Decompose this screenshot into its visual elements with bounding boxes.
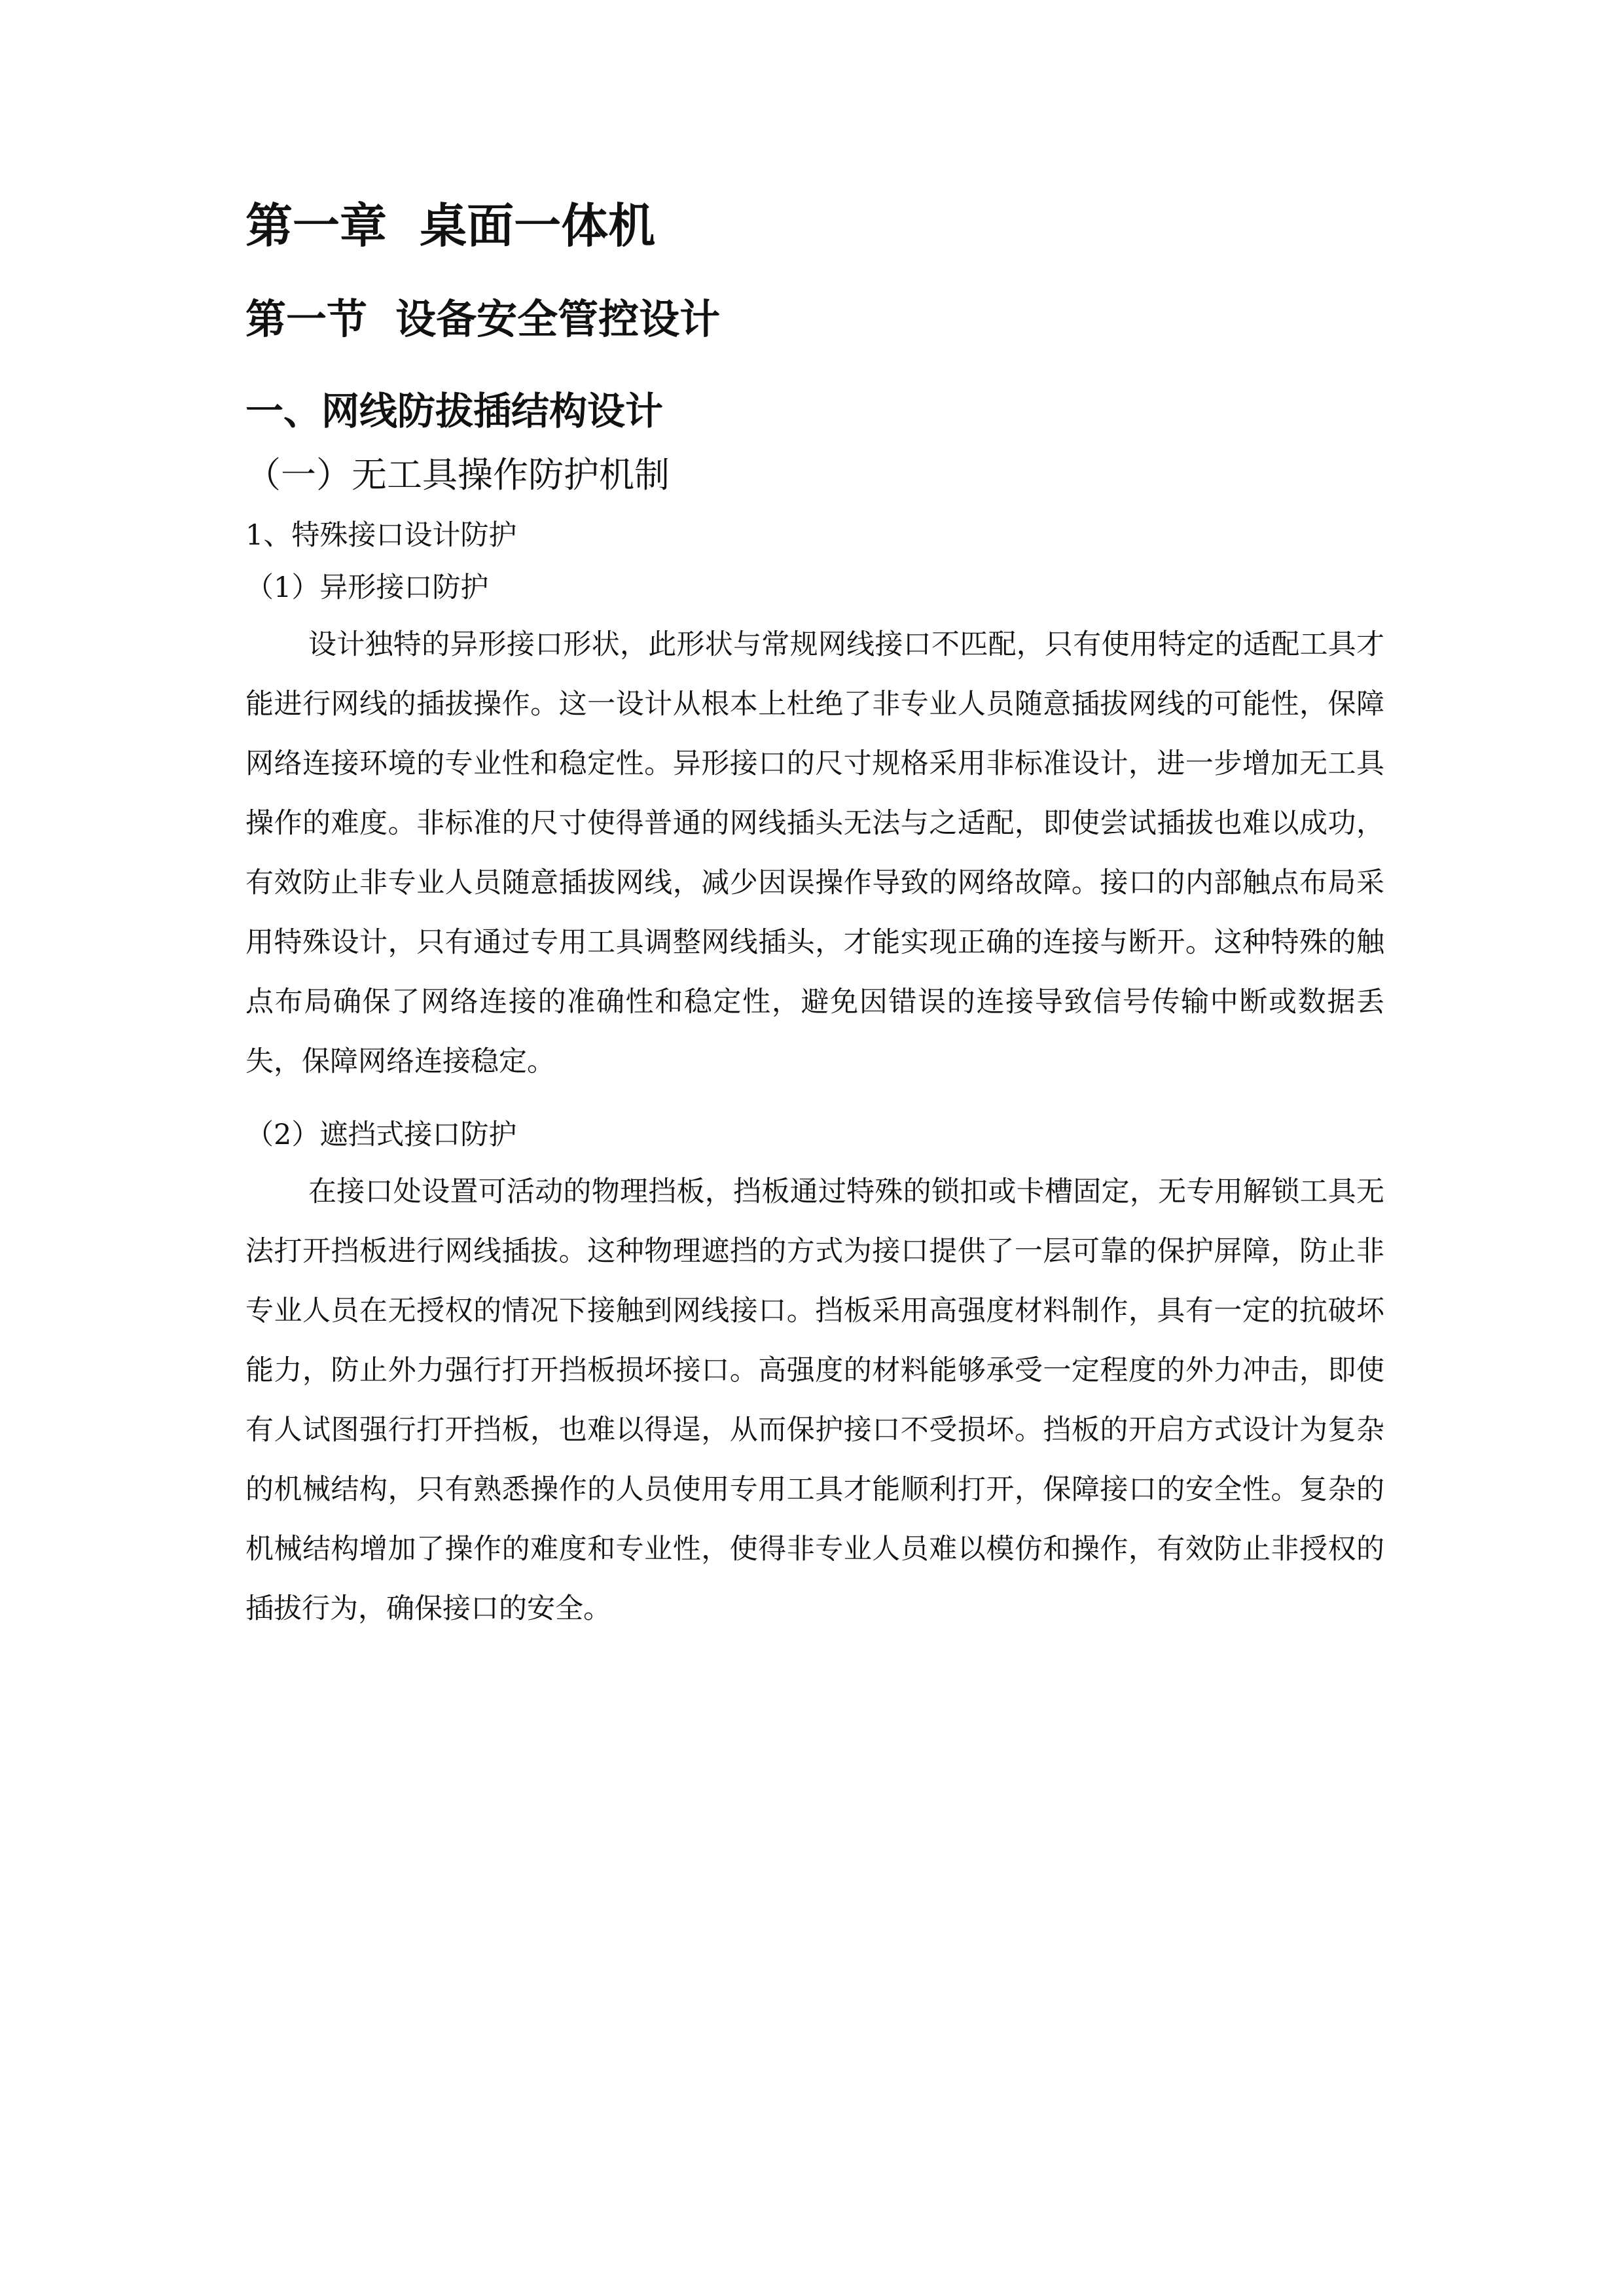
document-content — [245, 196, 1384, 1639]
heading-level2: （一）无工具操作防护机制 — [245, 454, 670, 495]
heading-level3: 1、特殊接口设计防护 — [245, 519, 517, 552]
subsection-title: （2）遮挡式接口防护 — [245, 1119, 517, 1151]
body-paragraph: 在接口处设置可活动的物理挡板，挡板通过特殊的锁扣或卡槽固定，无专用解锁工具无法打开挡板进行网线插拔。这种物理遮挡的方式为接口提供了一层可靠的保护屏障，防止非专业人员在无授权的情况下接触到网线接口。挡板采用高强度材料制作，具有一定的抗破坏能力，防止外力强行打开挡板损坏接口。高强度的材料能够承受一定程度的外力冲击，即使有人试图强行打开挡板，也难以得逞，从而保护接口不受损坏。挡板的开启方式设计为复杂的机械结构，只有熟悉操作的人员使用专用工具才能顺利打开，保障接口的安全性。复杂的机械结构增加了操作的难度和专业性，使得非专业人员难以模仿和操作，有效防止非授权的插拔行为，确保接口的安全。 — [245, 1175, 1384, 1625]
subsection-title: （1）异形接口防护 — [245, 571, 489, 604]
body-paragraph: 设计独特的异形接口形状，此形状与常规网线接口不匹配，只有使用特定的适配工具才能进行网线的插拔操作。这一设计从根本上杜绝了非专业人员随意插拔网线的可能性，保障网络连接环境的专业性和稳定性。异形接口的尺寸规格采用非标准设计，进一步增加无工具操作的难度。非标准的尺寸使得普通的网线插头无法与之适配，即使尝试插拔也难以成功，有效防止非专业人员随意插拔网线，减少因误操作导致的网络故障。接口的内部触点布局采用特殊设计，只有通过专用工具调整网线插头，才能实现正确的连接与断开。这种特殊的触点布局确保了网络连接的准确性和稳定性，避免因错误的连接导致信号传输中断或数据丢失，保障网络连接稳定。 — [245, 628, 1384, 1078]
chapter-title: 第一章 桌面一体机 — [245, 198, 656, 253]
section-title: 第一节 设备安全管控设计 — [245, 295, 721, 343]
heading-level1: 一、网线防拔插结构设计 — [245, 389, 664, 433]
